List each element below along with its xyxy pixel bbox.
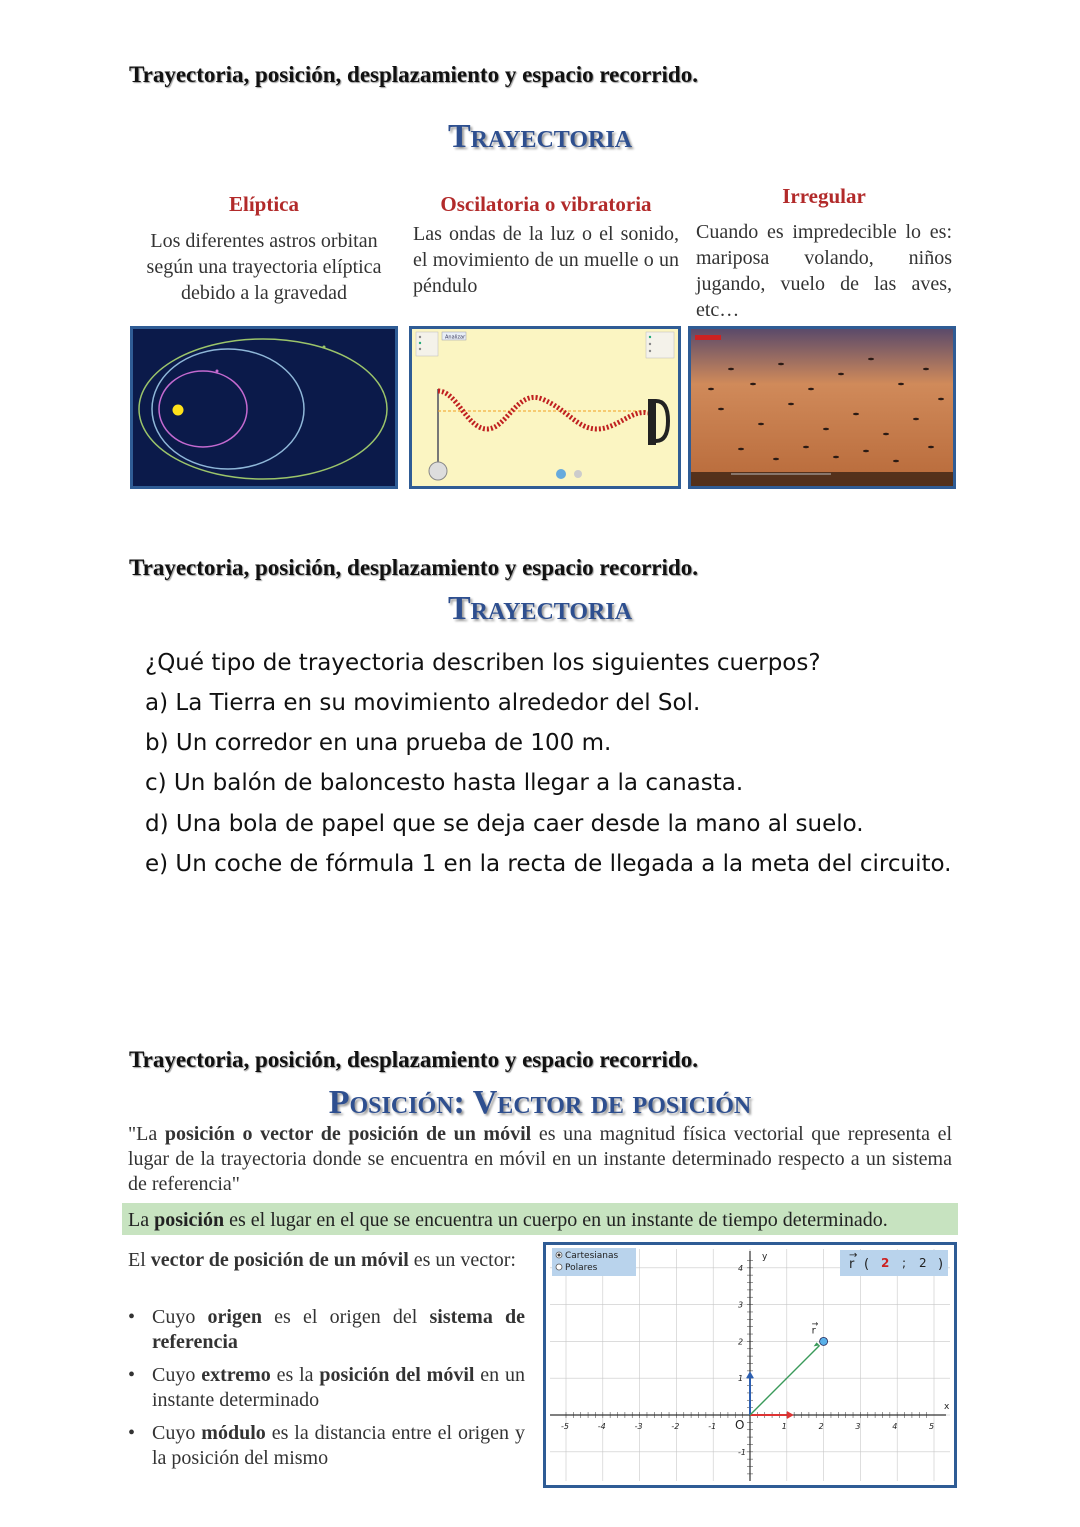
sim-tab-label: Analizar: [445, 334, 466, 341]
opt-polares: Polares: [565, 1263, 598, 1273]
col-irregular-text: Cuando es impredecible lo es: mariposa volando, niños jugando, vuelo de las aves, etc…: [696, 221, 952, 321]
x-tick-label: 3: [855, 1422, 861, 1431]
section1-title: Trayectoria: [447, 118, 633, 155]
x-tick-label: -5: [561, 1422, 569, 1431]
position-vector: [750, 1345, 820, 1415]
col-irregular-title: Irregular: [782, 184, 866, 208]
svg-text:;: ;: [902, 1256, 907, 1270]
section1-heading: Trayectoria, posición, desplazamiento y espacio recorrido.: [129, 62, 698, 87]
vector-y-value: 2: [919, 1256, 927, 1270]
y-tick-label: 2: [738, 1337, 744, 1347]
wave-diagram: [412, 329, 678, 486]
orbit-diagram: [133, 329, 395, 486]
col-eliptica-title: Elíptica: [228, 192, 299, 216]
sun-icon: [173, 405, 184, 416]
x-tick-label: 4: [892, 1422, 898, 1431]
y-tick-label: 3: [738, 1300, 744, 1310]
x-tick-label: 2: [818, 1422, 824, 1431]
opt-cartesianas: Cartesianas: [565, 1251, 619, 1261]
x-axis-label: x: [944, 1402, 950, 1412]
col-oscilatoria-text: Las ondas de la luz o el sonido, el movimiento de un muelle o un péndulo: [413, 223, 679, 297]
radio-polares[interactable]: [556, 1264, 562, 1270]
vector-x-value: 2: [881, 1256, 890, 1270]
y-tick-label: 1: [738, 1374, 744, 1384]
bullet-origen: • Cuyo origen es el origen del sistema de referencia: [128, 1305, 525, 1355]
birds-video-image: [688, 326, 956, 489]
bullet-modulo: • Cuyo módulo es la distancia entre el origen y la posición del mismo: [128, 1421, 525, 1471]
question-item-a: a) La Tierra en su movimiento alrededor del Sol.: [145, 690, 701, 716]
question-item-b: b) Un corredor en una prueba de 100 m.: [145, 730, 612, 756]
section3-heading: Trayectoria, posición, desplazamiento y espacio recorrido.: [129, 1047, 698, 1072]
y-axis-label: y: [762, 1252, 768, 1262]
position-highlight: La posición es el lugar en el que se encuentra un cuerpo en un instante de tiempo determinado.: [122, 1203, 958, 1235]
x-tick-label: -3: [634, 1422, 643, 1431]
svg-text:→: →: [849, 1250, 858, 1261]
section2-heading: Trayectoria, posición, desplazamiento y espacio recorrido.: [129, 555, 698, 580]
question-item-c: c) Un balón de baloncesto hasta llegar a la canasta.: [145, 770, 744, 796]
question-item-d: d) Una bola de papel que se deja caer desde la mano al suelo.: [145, 811, 864, 837]
x-tick-label: -1: [708, 1422, 717, 1431]
position-definition: "La posición o vector de posición de un móvil es una magnitud física vectorial que representa el lugar de la trayectoria donde se encuentra en móvil en un instante determinado respecto a un sistema de referencia": [128, 1123, 952, 1195]
svg-text:(: (: [864, 1257, 870, 1272]
origin-label: O: [735, 1418, 745, 1432]
x-tick-label: 1: [781, 1422, 787, 1431]
x-tick-label: -2: [671, 1422, 680, 1431]
col-oscilatoria-title: Oscilatoria o vibratoria: [440, 192, 652, 216]
svg-text:→: →: [811, 1319, 819, 1329]
y-tick-label: -1: [738, 1447, 746, 1457]
section3-title: Posición: Vector de posición: [328, 1084, 752, 1121]
position-vector-graph: [543, 1242, 957, 1488]
vector-intro: El vector de posición de un móvil es un vector:: [128, 1249, 516, 1271]
vector-r-point-label: r: [811, 1325, 816, 1337]
vector-bullets: [128, 1305, 525, 1479]
bullet-extremo: • Cuyo extremo es la posición del móvil en un instante determinado: [128, 1363, 525, 1413]
vector-r-label: r: [849, 1257, 855, 1272]
col-eliptica-text: Los diferentes astros orbitan según una trayectoria elíptica debido a la gravedad: [146, 230, 382, 304]
x-tick-label: -4: [597, 1422, 606, 1431]
cartesian-plane: [546, 1245, 954, 1485]
position-point: [820, 1337, 828, 1345]
wave-simulation-image: [409, 326, 681, 489]
question-item-e: e) Un coche de fórmula 1 en la recta de llegada a la meta del circuito.: [145, 851, 952, 877]
x-tick-label: 5: [929, 1422, 935, 1431]
section2-title: Trayectoria: [447, 590, 633, 627]
y-tick-label: 4: [738, 1263, 744, 1273]
orbit-image: [130, 326, 398, 489]
svg-text:): ): [938, 1257, 944, 1272]
birds-video: [691, 329, 953, 486]
question-text: ¿Qué tipo de trayectoria describen los siguientes cuerpos?: [145, 650, 821, 676]
